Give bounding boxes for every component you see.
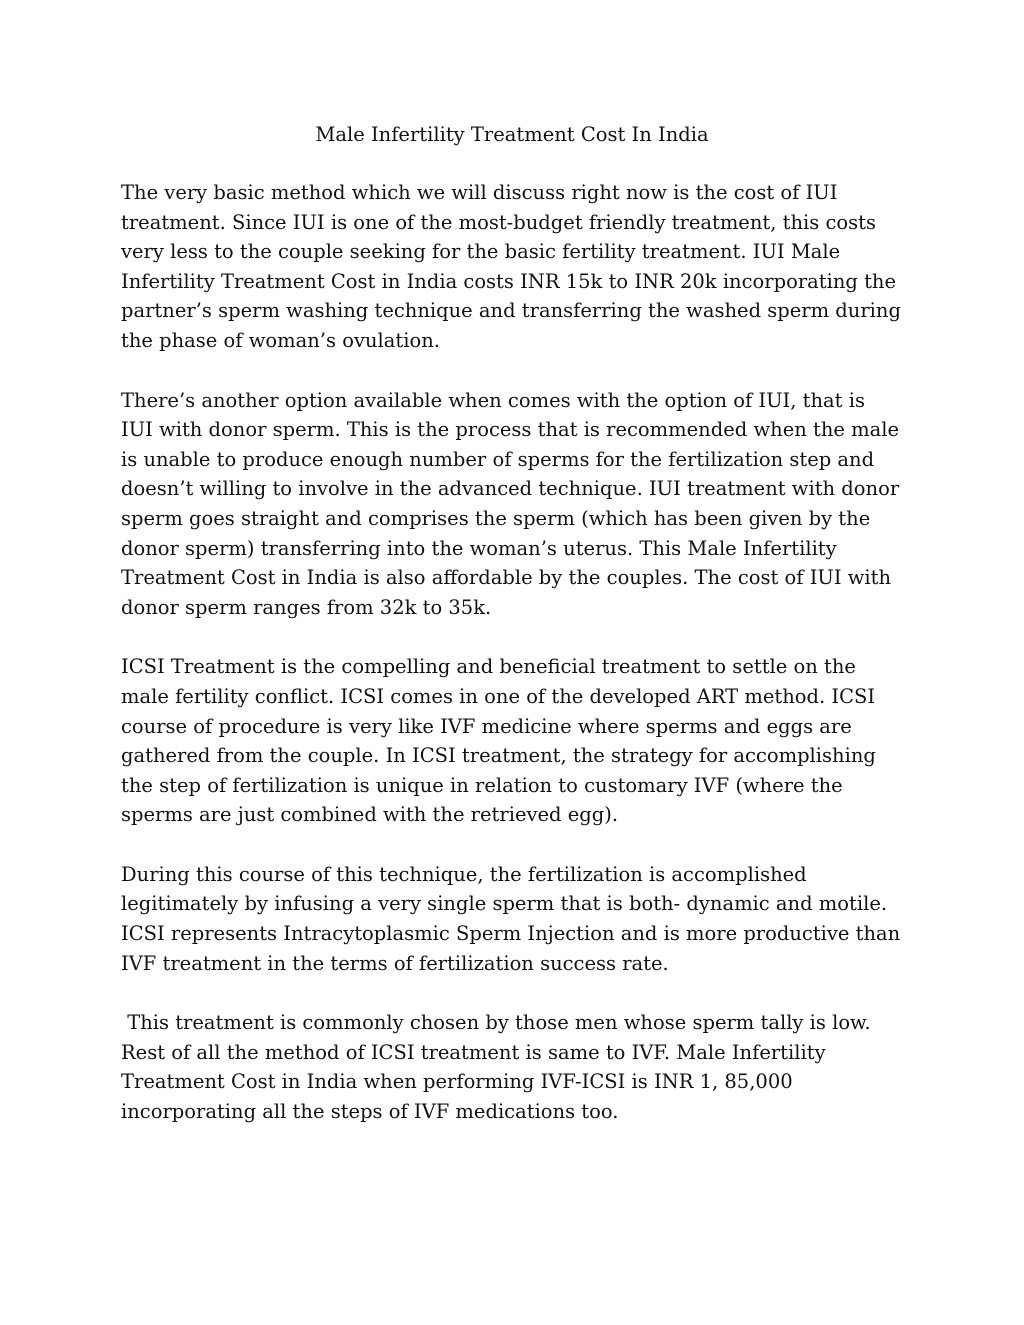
text-line: donor sperm ranges from 32k to 35k.	[121, 595, 492, 619]
text-line: sperm goes straight and comprises the sperm (which has been given by the	[121, 506, 871, 530]
text-line: very less to the couple seeking for the basic fertility treatment. IUI Male	[121, 240, 841, 264]
text-line: the phase of woman’s ovulation.	[121, 328, 440, 352]
paragraph-ivf-icsi-cost	[121, 1008, 911, 1126]
text-line: legitimately by infusing a very single sperm that is both- dynamic and motile.	[121, 892, 888, 916]
document-body	[121, 178, 911, 1157]
paragraph-icsi-treatment	[121, 652, 911, 830]
text-line: Infertility Treatment Cost in India costs INR 15k to INR 20k incorporating the	[121, 269, 897, 293]
text-line: incorporating all the steps of IVF medications too.	[121, 1100, 619, 1124]
text-line: The very basic method which we will discuss right now is the cost of IUI	[121, 181, 838, 204]
text-line: course of procedure is very like IVF medicine where sperms and eggs are	[121, 714, 852, 738]
text-line: ICSI represents Intracytoplasmic Sperm Injection and is more productive than	[121, 922, 901, 946]
text-line: doesn’t willing to involve in the advanced technique. IUI treatment with donor	[121, 477, 900, 501]
text-line: There’s another option available when comes with the option of IUI, that is	[121, 388, 865, 412]
text-line: Rest of all the method of ICSI treatment is same to IVF. Male Infertility	[121, 1040, 826, 1064]
text-line: IUI with donor sperm. This is the process that is recommended when the male	[121, 418, 900, 442]
text-line: During this course of this technique, the fertilization is accomplished	[121, 862, 807, 886]
text-line: is unable to produce enough number of sperms for the fertilization step and	[121, 447, 875, 471]
text-line: Treatment Cost in India is also affordable by the couples. The cost of IUI with	[121, 566, 892, 590]
text-line: the step of fertilization is unique in relation to customary IVF (where the	[121, 773, 843, 797]
text-line: treatment. Since IUI is one of the most-budget friendly treatment, this costs	[121, 210, 876, 234]
text-line: sperms are just combined with the retrieved egg).	[121, 803, 619, 827]
text-line: IVF treatment in the terms of fertilization success rate.	[121, 951, 669, 975]
text-line: donor sperm) transferring into the woman’s uterus. This Male Infertility	[121, 536, 837, 560]
text-line: gathered from the couple. In ICSI treatment, the strategy for accomplishing	[121, 744, 876, 768]
text-line: Treatment Cost in India when performing IVF-ICSI is INR 1, 85,000	[121, 1070, 793, 1094]
paragraph-iui-cost	[121, 178, 911, 356]
text-line: male fertility conflict. ICSI comes in one of the developed ART method. ICSI	[121, 684, 876, 708]
text-line: partner’s sperm washing technique and transferring the washed sperm during	[121, 299, 901, 323]
text-line: ICSI Treatment is the compelling and beneficial treatment to settle on the	[121, 655, 856, 679]
paragraph-iui-donor-sperm	[121, 386, 911, 623]
paragraph-icsi-technique	[121, 860, 911, 978]
document-title: Male Infertility Treatment Cost In India	[315, 123, 709, 146]
text-line: This treatment is commonly chosen by those men whose sperm tally is low.	[121, 1011, 871, 1035]
